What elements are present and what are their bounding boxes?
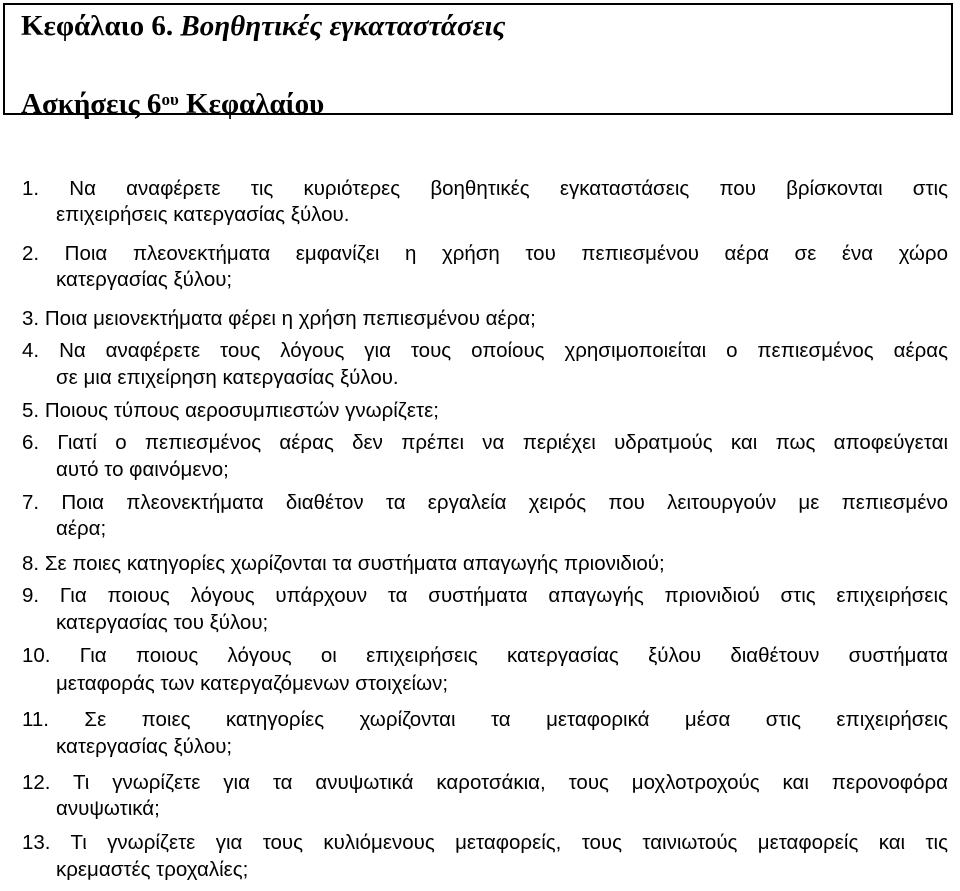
question-number: 5. [22,399,40,422]
question-number: 1. [22,177,40,200]
question-item-continuation: κρεμαστές τροχαλίες; [56,858,249,881]
question-text: Σε ποιες κατηγορίες χωρίζονται τα συστήματα απαγωγής πριονιδιού; [44,552,665,575]
question-item [22,306,536,332]
question-number: 6. [22,431,40,454]
question-item-continuation: επιχειρήσεις κατεργασίας ξύλου. [56,203,350,226]
question-item [22,241,948,267]
question-item-continuation: σε μια επιχείρηση κατεργασίας ξύλου. [56,366,399,389]
question-item [22,490,948,516]
question-item [22,583,948,609]
question-number: 2. [22,242,40,265]
question-text: Ποια μειονεκτήματα φέρει η χρήση πεπιεσμένου αέρα; [44,307,536,330]
question-item [22,176,948,202]
question-number: 13. [22,831,51,854]
exercises-suffix: Κεφαλαίου [186,88,325,120]
question-text: Ποια πλεονεκτήματα εμφανίζει η χρήση του πεπιεσμένου αέρα σε ένα χώρο [64,242,948,265]
question-item [22,707,948,733]
question-item [22,430,948,456]
question-text: Τι γνωρίζετε για τους κυλιόμενους μεταφορείς, τους ταινιωτούς μεταφορείς και τις [70,831,948,854]
question-item [22,338,948,364]
exercises-prefix: Ασκήσεις 6 [21,88,162,120]
question-item-continuation: κατεργασίας ξύλου; [56,735,233,758]
question-text: Σε ποιες κατηγορίες χωρίζονται τα μεταφορικά μέσα στις επιχειρήσεις [84,708,948,731]
question-item [22,830,948,856]
chapter-label: Κεφάλαιο 6. [21,10,174,42]
question-text: Ποια πλεονεκτήματα διαθέτον τα εργαλεία χειρός που λειτουργούν με πεπιεσμένο [61,491,948,514]
question-item-continuation: κατεργασίας του ξύλου; [56,611,269,634]
question-number: 3. [22,307,40,330]
question-text: Να αναφέρετε τους λόγους για τους οποίους χρησιμοποιείται ο πεπιεσμένος αέρας [59,339,948,362]
question-number: 12. [22,771,51,794]
question-text: Γιατί ο πεπιεσμένος αέρας δεν πρέπει να περιέχει υδρατμούς και πως αποφεύγεται [57,431,948,454]
question-text: Τι γνωρίζετε για τα ανυψωτικά καροτσάκια, τους μοχλοτροχούς και περονοφόρα [73,771,948,794]
exercises-superscript: ου [161,90,179,109]
question-text: Για ποιους λόγους οι επιχειρήσεις κατεργασίας ξύλου διαθέτουν συστήματα [79,644,948,667]
question-item [22,643,948,669]
question-item-continuation: αυτό το φαινόμενο; [56,458,229,481]
question-number: 11. [22,708,49,731]
question-number: 4. [22,339,40,362]
chapter-name: Βοηθητικές εγκαταστάσεις [180,10,506,42]
question-number: 9. [22,584,40,607]
question-number: 7. [22,491,40,514]
question-item [22,398,439,424]
question-number: 8. [22,552,40,575]
question-text: Ποιους τύπους αεροσυμπιεστών γνωρίζετε; [44,399,439,422]
question-item-continuation: ανυψωτικά; [56,797,160,820]
question-number: 10. [22,644,51,667]
question-item-continuation: κατεργασίας ξύλου; [56,268,233,291]
question-item [22,551,665,577]
question-item-continuation: μεταφοράς των κατεργαζόμενων στοιχείων; [56,672,449,695]
question-item [22,770,948,796]
question-text: Να αναφέρετε τις κυριότερες βοηθητικές εγκαταστάσεις που βρίσκονται στις [69,177,948,200]
question-item-continuation: αέρα; [56,517,107,540]
question-text: Για ποιους λόγους υπάρχουν τα συστήματα απαγωγής πριονιδιού στις επιχειρήσεις [59,584,948,607]
